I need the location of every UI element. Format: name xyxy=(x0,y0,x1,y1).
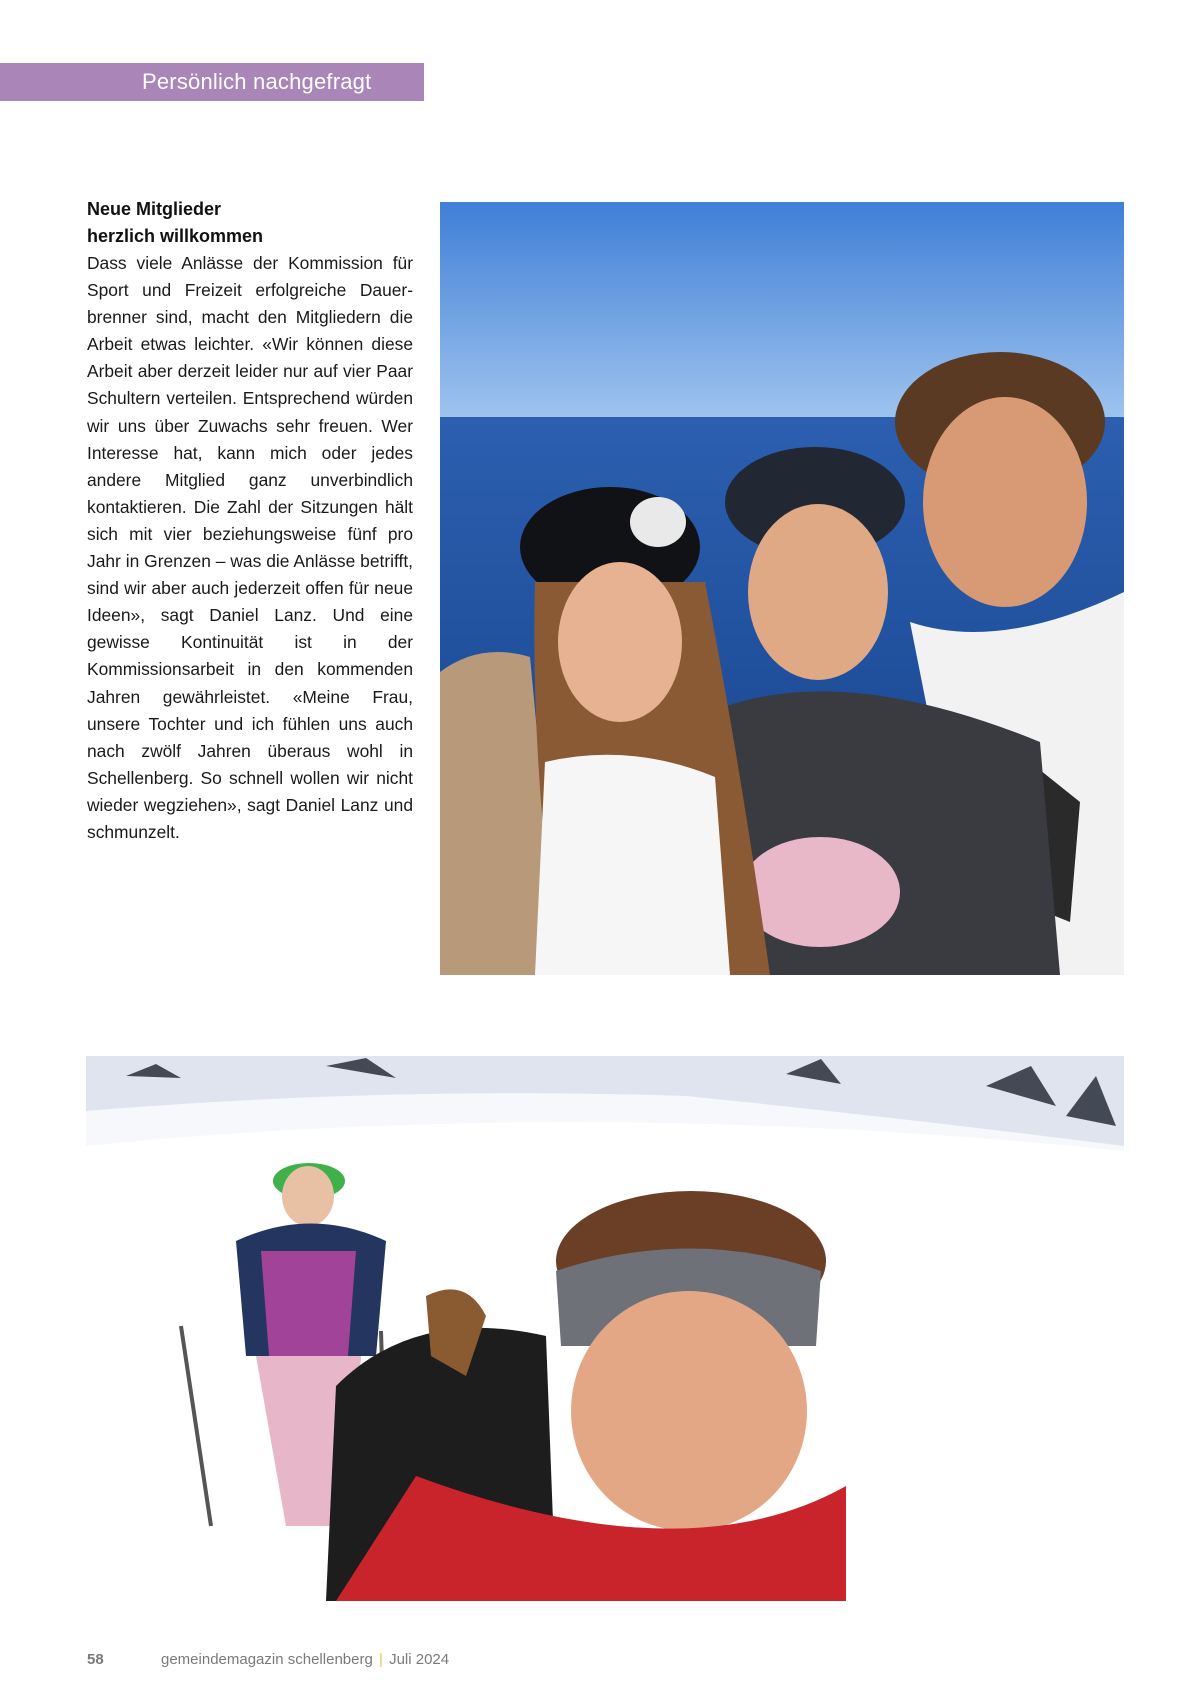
section-tab xyxy=(0,63,424,101)
article xyxy=(87,196,413,846)
page-number: 58 xyxy=(87,1651,104,1668)
article-heading-line2: herzlich willkommen xyxy=(87,226,264,246)
publication-line xyxy=(161,1651,449,1668)
family-selfie-photo xyxy=(440,202,1124,975)
article-heading xyxy=(87,196,413,250)
publication-name: gemeindemagazin schellenberg xyxy=(161,1651,373,1668)
family-selfie-illustration xyxy=(440,202,1124,975)
article-body: Dass viele Anlässe der Kommission für Sport und Freizeit erfolgreiche Dauerbrenner sind, macht den Mitgliedern die Arbeit etwas leichter. «Wir können diese Arbeit aber derzeit leider nur auf vier Paar Schultern verteilen. Entsprechend würden wir uns über Zuwachs sehr freuen. Wer Interesse hat, kann mich oder jedes andere Mitglied ganz unverbindlich kontaktieren. Die Zahl der Sitzungen hält sich mit vier beziehungsweise fünf pro Jahr in Grenzen – was die Anlässe betrifft, sind wir aber auch jederzeit offen für neue Ideen», sagt Daniel Lanz. Und eine gewisse Kontinuität ist in der Kommissionsarbeit in den kommenden Jahren gewährleistet. «Meine Frau, unsere Tochter und ich fühlen uns auch nach zwölf Jahren überaus wohl in Schellenberg. So schnell wollen wir nicht wieder wegziehen», sagt Daniel Lanz und schmunzelt. xyxy=(87,253,413,842)
ski-tour-selfie-illustration xyxy=(86,1056,1124,1601)
issue-date: Juli 2024 xyxy=(389,1651,450,1668)
ski-tour-selfie-photo xyxy=(86,1056,1124,1601)
article-heading-line1: Neue Mitglieder xyxy=(87,199,222,219)
footer-separator: | xyxy=(378,1651,383,1668)
section-label: Persönlich nachgefragt xyxy=(142,69,372,94)
